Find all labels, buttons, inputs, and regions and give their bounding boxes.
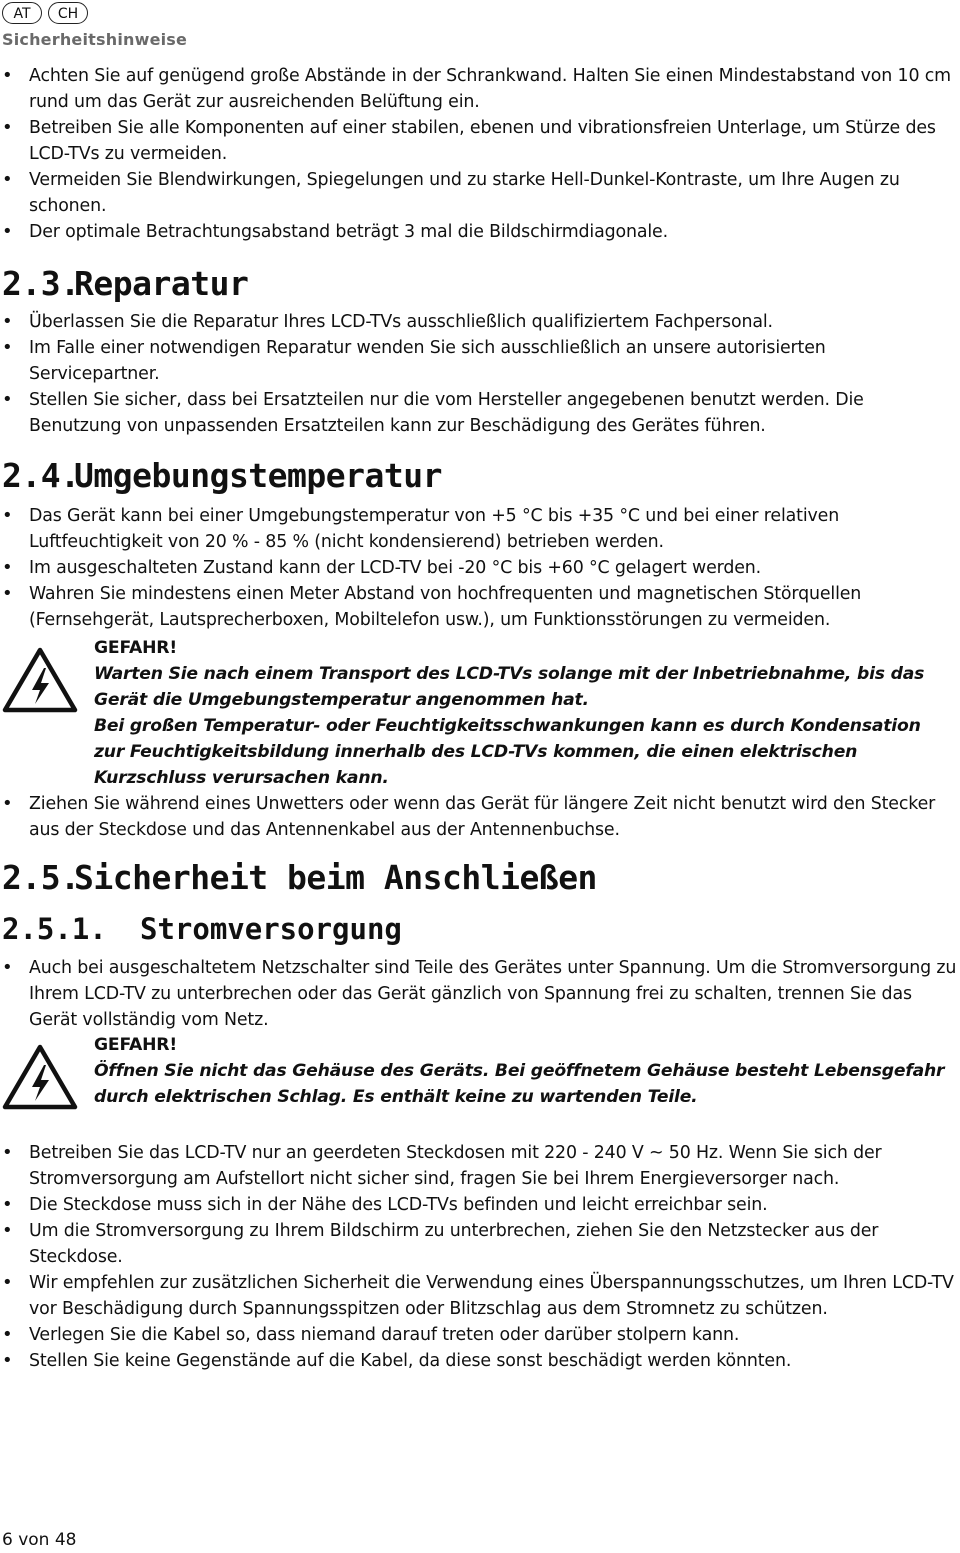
country-badge-ch: CH — [48, 2, 88, 24]
electric-hazard-icon — [2, 1043, 78, 1111]
list-item: • Ziehen Sie während eines Unwetters oder wenn das Gerät für längere Zeit nicht benutzt wird den Stecker aus der Steckdose und das Antennenkabel aus der Antennenbuchse. — [0, 791, 958, 843]
strom-first-list — [0, 955, 958, 1033]
heading-umgebungstemperatur — [2, 456, 442, 496]
intro-bullet-list — [0, 63, 958, 245]
list-item: • Stellen Sie keine Gegenstände auf die Kabel, da diese sonst beschädigt werden könnten. — [0, 1348, 958, 1374]
list-item: • Betreiben Sie alle Komponenten auf einer stabilen, ebenen und vibrationsfreien Unterlage, um Stürze des LCD-TVs zu vermeiden. — [0, 115, 958, 167]
running-header: Sicherheitshinweise — [2, 30, 188, 49]
list-item: • Im ausgeschalteten Zustand kann der LCD-TV bei -20 °C bis +60 °C gelagert werden. — [0, 555, 958, 581]
warning-strom — [94, 1032, 954, 1110]
list-item: • Achten Sie auf genügend große Abstände in der Schrankwand. Halten Sie einen Mindestabstand von 10 cm rund um das Gerät zur ausreichenden Belüftung ein. — [0, 63, 958, 115]
country-badge-at: AT — [2, 2, 42, 24]
heading-number: 2.5. — [2, 858, 80, 897]
electric-hazard-icon — [2, 646, 78, 714]
country-badges — [2, 2, 88, 24]
list-item: • Das Gerät kann bei einer Umgebungstemperatur von +5 °C bis +35 °C und bei einer relativen Luftfeuchtigkeit von 20 % - 85 % (nicht kondensierend) betrieben werden. — [0, 503, 958, 555]
strom-bullet-list — [0, 1140, 958, 1374]
heading-number: 2.5.1. — [2, 912, 107, 946]
list-item: • Auch bei ausgeschaltetem Netzschalter sind Teile des Gerätes unter Spannung. Um die Stromversorgung zu Ihrem LCD-TV zu unterbrechen oder das Gerät gänzlich von Spannung frei zu schalten, trennen Sie das Gerät vollständig vom Netz. — [0, 955, 958, 1033]
warning-umgebung — [94, 635, 954, 791]
list-item: • Vermeiden Sie Blendwirkungen, Spiegelungen und zu starke Hell-Dunkel-Kontraste, um Ihre Augen zu schonen. — [0, 167, 958, 219]
warning-text: Öffnen Sie nicht das Gehäuse des Geräts. Bei geöffnetem Gehäuse besteht Lebensgefahr durch elektrischen Schlag. Es enthält keine zu wartenden Teile. — [94, 1061, 945, 1107]
heading-anschliessen — [2, 858, 597, 898]
warning-heading: GEFAHR! — [94, 638, 177, 658]
list-item: • Stellen Sie sicher, dass bei Ersatzteilen nur die vom Hersteller angegebenen benutzt werden. Die Benutzung von unpassenden Ersatzteilen kann zur Beschädigung des Gerätes führen. — [0, 387, 958, 439]
heading-reparatur — [2, 264, 248, 304]
list-item: • Betreiben Sie das LCD-TV nur an geerdeten Steckdosen mit 220 - 240 V ~ 50 Hz. Wenn Sie sich der Stromversorgung am Aufstellort nicht sicher sind, fragen Sie bei Ihrem Energieversorger nach. — [0, 1140, 958, 1192]
heading-stromversorgung — [2, 911, 402, 947]
warning-text: Warten Sie nach einem Transport des LCD-TVs solange mit der Inbetriebnahme, bis das Gerät die Umgebungstemperatur angenommen hat. — [94, 664, 925, 710]
list-item: • Um die Stromversorgung zu Ihrem Bildschirm zu unterbrechen, ziehen Sie den Netzstecker aus der Steckdose. — [0, 1218, 958, 1270]
list-item: • Wahren Sie mindestens einen Meter Abstand von hochfrequenten und magnetischen Störquellen (Fernsehgerät, Lautsprecherboxen, Mobiltelefon usw.), um Funktionsstörungen zu vermeiden. — [0, 581, 958, 633]
heading-title: Umgebungstemperatur — [74, 456, 442, 495]
umgebung-after-list — [0, 791, 958, 843]
list-item: • Überlassen Sie die Reparatur Ihres LCD-TVs ausschließlich qualifiziertem Fachpersonal. — [0, 309, 958, 335]
heading-title: Sicherheit beim Anschließen — [74, 858, 597, 897]
list-item: • Der optimale Betrachtungsabstand beträgt 3 mal die Bildschirmdiagonale. — [0, 219, 958, 245]
list-item: • Verlegen Sie die Kabel so, dass niemand darauf treten oder darüber stolpern kann. — [0, 1322, 958, 1348]
page-number: 6 von 48 — [2, 1530, 77, 1550]
warning-text: Bei großen Temperatur- oder Feuchtigkeitsschwankungen kann es durch Kondensation zur Feuchtigkeitsbildung innerhalb des LCD-TVs kommen, die einen elektrischen Kurzschluss verursachen kann. — [94, 716, 921, 788]
heading-title: Reparatur — [74, 264, 249, 303]
heading-number: 2.4. — [2, 456, 80, 495]
reparatur-bullet-list — [0, 309, 958, 439]
list-item: • Im Falle einer notwendigen Reparatur wenden Sie sich ausschließlich an unsere autorisierten Servicepartner. — [0, 335, 958, 387]
list-item: • Die Steckdose muss sich in der Nähe des LCD-TVs befinden und leicht erreichbar sein. — [0, 1192, 958, 1218]
umgebung-bullet-list — [0, 503, 958, 633]
heading-number: 2.3. — [2, 264, 80, 303]
heading-title: Stromversorgung — [140, 912, 402, 946]
warning-heading: GEFAHR! — [94, 1035, 177, 1055]
list-item: • Wir empfehlen zur zusätzlichen Sicherheit die Verwendung eines Überspannungsschutzes, um Ihren LCD-TV vor Beschädigung durch Spannungsspitzen oder Blitzschlag aus dem Stromnetz zu schützen. — [0, 1270, 958, 1322]
